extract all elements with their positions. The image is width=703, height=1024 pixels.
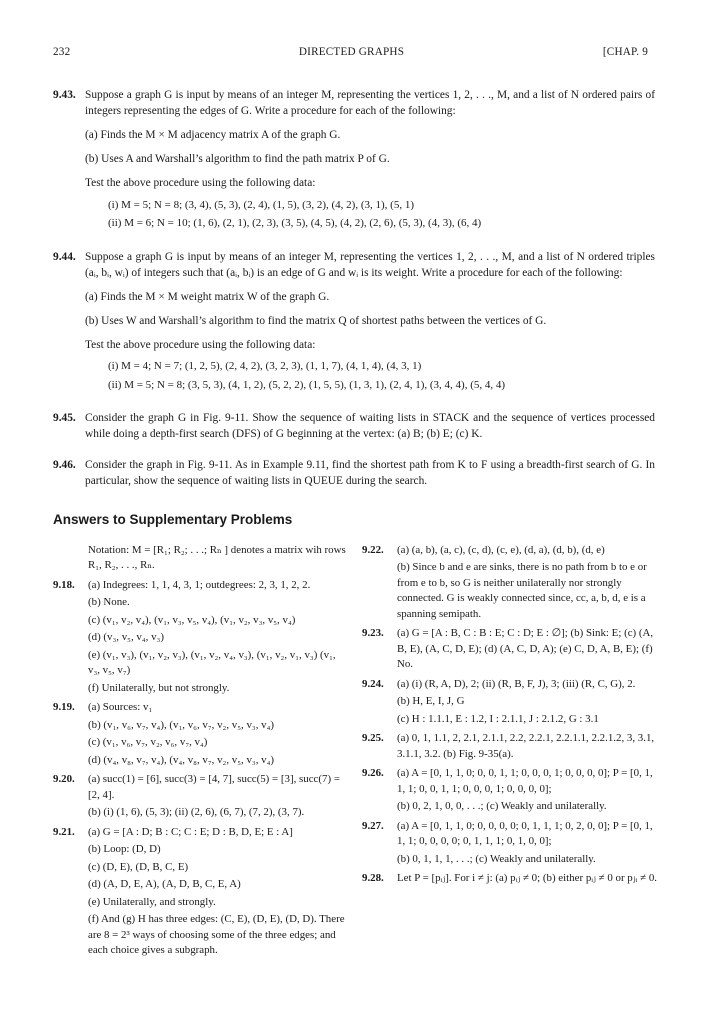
problem-part: (a) Finds the M × M adjacency matrix A of the graph G. (85, 128, 341, 141)
answers-right-column (362, 543, 658, 891)
answer-line: (a) (i) (R, A, D), 2; (ii) (R, B, F, J), 3; (iii) (R, C, G), 2. (397, 677, 636, 690)
test-data (85, 359, 655, 393)
answer-line: (c) H : 1.1.1, E : 1.2, I : 2.1.1, J : 2.1.2, G : 3.1 (397, 712, 599, 725)
answer-9-27 (362, 819, 658, 869)
answer-9-20 (53, 772, 350, 822)
answers-left-column (53, 543, 350, 963)
answer-number: 9.18. (53, 578, 75, 591)
answer-line: (a) Indegrees: 1, 1, 4, 3, 1; outdegrees: 2, 3, 1, 2, 2. (88, 578, 311, 591)
answer-line: (c) (v₁, v₂, v₄), (v₁, v₃, v₅, v₄), (v₁, v₂, v₃, v₅, v₄) (88, 613, 296, 626)
test-instruction: Test the above procedure using the following data: (85, 338, 316, 351)
test-data-line: (ii) M = 6; N = 10; (1, 6), (2, 1), (2, 3), (3, 5), (4, 5), (4, 2), (2, 6), (5, 3), (4, 3), (6, 4) (108, 217, 482, 230)
problem-part: (b) Uses A and Warshall’s algorithm to find the path matrix P of G. (85, 152, 390, 165)
problem-9-44 (53, 250, 655, 397)
answer-number: 9.24. (362, 677, 384, 690)
answer-line: (a) succ(1) = [6], succ(3) = [4, 7], succ(5) = [3], succ(7) = [2, 4]. (88, 773, 340, 801)
answer-line: (b) Since b and e are sinks, there is no path from b to e or from e to b, so G is neither unilaterally nor strongly connected. G is weakly connected since, cc, a, b, d, e is a spanning semipath. (397, 561, 647, 620)
problem-9-43 (53, 88, 655, 235)
answer-line: (a) A = [0, 1, 1, 0; 0, 0, 0, 0; 0, 1, 1, 1; 0, 2, 0, 0]; P = [0, 1, 1, 1; 0, 0, 0, 0; 0, 1, 1, 1; 0, 1, 0, 0]; (397, 819, 653, 848)
answer-9-23 (362, 626, 658, 674)
problem-text: Consider the graph in Fig. 9-11. As in Example 9.11, find the shortest path from K to F using a breadth-first search of G. In particular, show the sequence of waiting lists in QUEUE during the search. (85, 459, 655, 488)
answer-line: (b) H, E, I, J, G (397, 695, 465, 708)
answer-9-19 (53, 700, 350, 770)
answer-number: 9.23. (362, 627, 384, 640)
answer-line: Let P = [pᵢⱼ]. For i ≠ j: (a) pᵢⱼ ≠ 0; (b) either pᵢⱼ ≠ 0 or pⱼᵢ ≠ 0. (397, 872, 657, 885)
answer-line: (a) (a, b), (a, c), (c, d), (c, e), (d, a), (d, b), (d, e) (397, 544, 605, 556)
chapter-label: [CHAP. 9 (602, 46, 648, 58)
answer-9-25 (362, 731, 658, 764)
answer-line: (f) Unilaterally, but not strongly. (88, 681, 230, 694)
problem-number: 9.46. (53, 459, 76, 472)
answer-notation (53, 543, 350, 576)
answer-line: (c) (v₁, v₆, v₇, v₂, v₆, v₇, v₄) (88, 736, 208, 749)
answer-line: (a) A = [0, 1, 1, 0; 0, 0, 1, 1; 0, 0, 0, 1; 0, 0, 0, 0]; P = [0, 1, 1, 1; 0, 0, 1, 1; 0, 0, 0, 1; 0, 0, 0, 0]; (397, 767, 653, 795)
answer-line: (d) (v₄, v₈, v₇, v₄), (v₄, v₈, v₇, v₂, v₅, v₃, v₄) (88, 753, 275, 766)
problem-text: Suppose a graph G is input by means of an integer M, representing the vertices 1, 2, . . ., M, and a list of N ordered triples (aᵢ, bᵢ, wᵢ) of integers such that (aᵢ, bᵢ) is an edge of G and wᵢ is its weight. Write a procedure for each of the following: (85, 250, 655, 279)
problem-number: 9.44. (53, 250, 76, 263)
answer-number: 9.26. (362, 767, 384, 780)
answer-9-22 (362, 543, 658, 624)
test-data-line: (i) M = 5; N = 8; (3, 4), (5, 3), (2, 4), (1, 5), (3, 2), (4, 2), (3, 1), (5, 1) (108, 198, 414, 211)
answer-line: (e) Unilaterally, and strongly. (88, 895, 216, 908)
answer-line: (f) And (g) H has three edges: (C, E), (D, E), (D, D). There are 8 = 2³ ways of choosing some of the three edges; and each choice gives a subgraph. (88, 913, 345, 957)
answer-line: (b) Loop: (D, D) (88, 843, 161, 856)
answer-9-24 (362, 677, 658, 729)
answer-line: (b) (v₁, v₆, v₇, v₄), (v₁, v₆, v₇, v₂, v₅, v₃, v₄) (88, 718, 275, 731)
answer-number: 9.27. (362, 819, 384, 832)
problem-part: (a) Finds the M × M weight matrix W of the graph G. (85, 290, 330, 303)
answer-number: 9.21. (53, 825, 75, 838)
problem-text: Consider the graph G in Fig. 9-11. Show the sequence of waiting lists in STACK and the sequence of vertices processed while doing a depth-first search (DFS) of G beginning at the vertex: (a) B; (b) E; (c) K. (85, 412, 655, 441)
test-instruction: Test the above procedure using the following data: (85, 176, 316, 189)
answer-line: (a) 0, 1, 1.1, 2, 2.1, 2.1.1, 2.2, 2.2.1, 2.2.1.1, 2.2.1.2, 3, 3.1, 3.1.1, 3.2. (b) Fig. 9-35(a). (397, 732, 655, 760)
problem-number: 9.43. (53, 89, 76, 101)
answer-number: 9.28. (362, 872, 384, 885)
answer-line: (b) 0, 1, 1, 1, . . .; (c) Weakly and unilaterally. (397, 852, 596, 865)
answer-number (53, 543, 88, 576)
answer-line: (b) (i) (1, 6), (5, 3); (ii) (2, 6), (6, 7), (7, 2), (3, 7). (88, 806, 305, 819)
answer-number: 9.25. (362, 732, 384, 745)
problem-part: (b) Uses W and Warshall’s algorithm to find the matrix Q of shortest paths between the vertices of G. (85, 314, 547, 327)
problem-number: 9.45. (53, 412, 76, 425)
answer-line: (e) (v₁, v₃), (v₁, v₂, v₃), (v₁, v₂, v₄, v₃), (v₁, v₂, v₁, v₃) (v₁, v₃, v₅, v₇) (88, 648, 336, 677)
problem-text: Suppose a graph G is input by means of an integer M, representing the vertices 1, 2, . . ., M, and a list of N ordered pairs of integers representing the edges of G. Write a procedure for each of the following: (85, 89, 655, 117)
answer-9-28 (362, 871, 658, 888)
running-header-title: DIRECTED GRAPHS (298, 46, 405, 58)
problem-9-45 (53, 411, 655, 443)
answer-9-26 (362, 766, 658, 816)
answer-line: (a) G = [A : D; B : C; C : E; D : B, D, E; E : A] (88, 825, 293, 838)
answer-line: (b) None. (88, 596, 130, 609)
answer-line: (c) (D, E), (D, B, C, E) (88, 860, 189, 873)
test-data-line: (ii) M = 5; N = 8; (3, 5, 3), (4, 1, 2), (5, 2, 2), (1, 5, 5), (1, 3, 1), (2, 4, 1), (3, 4, 4), (5, 4, 4) (108, 378, 506, 391)
page-number: 232 (53, 46, 71, 58)
test-data (85, 198, 655, 232)
answer-line: (a) G = [A : B, C : B : E; C : D; E : ∅]; (b) Sink: E; (c) (A, B, E), (A, C, D, E); (d) (A, C, D, A); (e) C, D, A, B, E); (f) No. (397, 627, 654, 671)
answer-line: (d) (A, D, E, A), (A, D, B, C, E, A) (88, 878, 241, 891)
answer-number: 9.19. (53, 701, 75, 714)
answer-line: (a) Sources: v₁ (88, 701, 153, 714)
problem-9-46 (53, 458, 655, 490)
answer-number: 9.22. (362, 544, 384, 556)
answer-line: (d) (v₃, v₅, v₄, v₃) (88, 631, 164, 644)
answer-9-21 (53, 825, 350, 961)
answer-line: Notation: M = [R₁; R₂; . . .; Rₙ ] denotes a matrix wih rows R₁, R₂, . . ., Rₙ. (88, 544, 346, 572)
test-data-line: (i) M = 4; N = 7; (1, 2, 5), (2, 4, 2), (3, 2, 3), (1, 1, 7), (4, 1, 4), (4, 3, 1) (108, 360, 422, 373)
answer-line: (b) 0, 2, 1, 0, 0, . . .; (c) Weakly and unilaterally. (397, 800, 607, 813)
answer-9-18 (53, 578, 350, 698)
answers-heading: Answers to Supplementary Problems (53, 512, 293, 527)
problems-section (53, 88, 655, 505)
answer-number: 9.20. (53, 773, 75, 786)
